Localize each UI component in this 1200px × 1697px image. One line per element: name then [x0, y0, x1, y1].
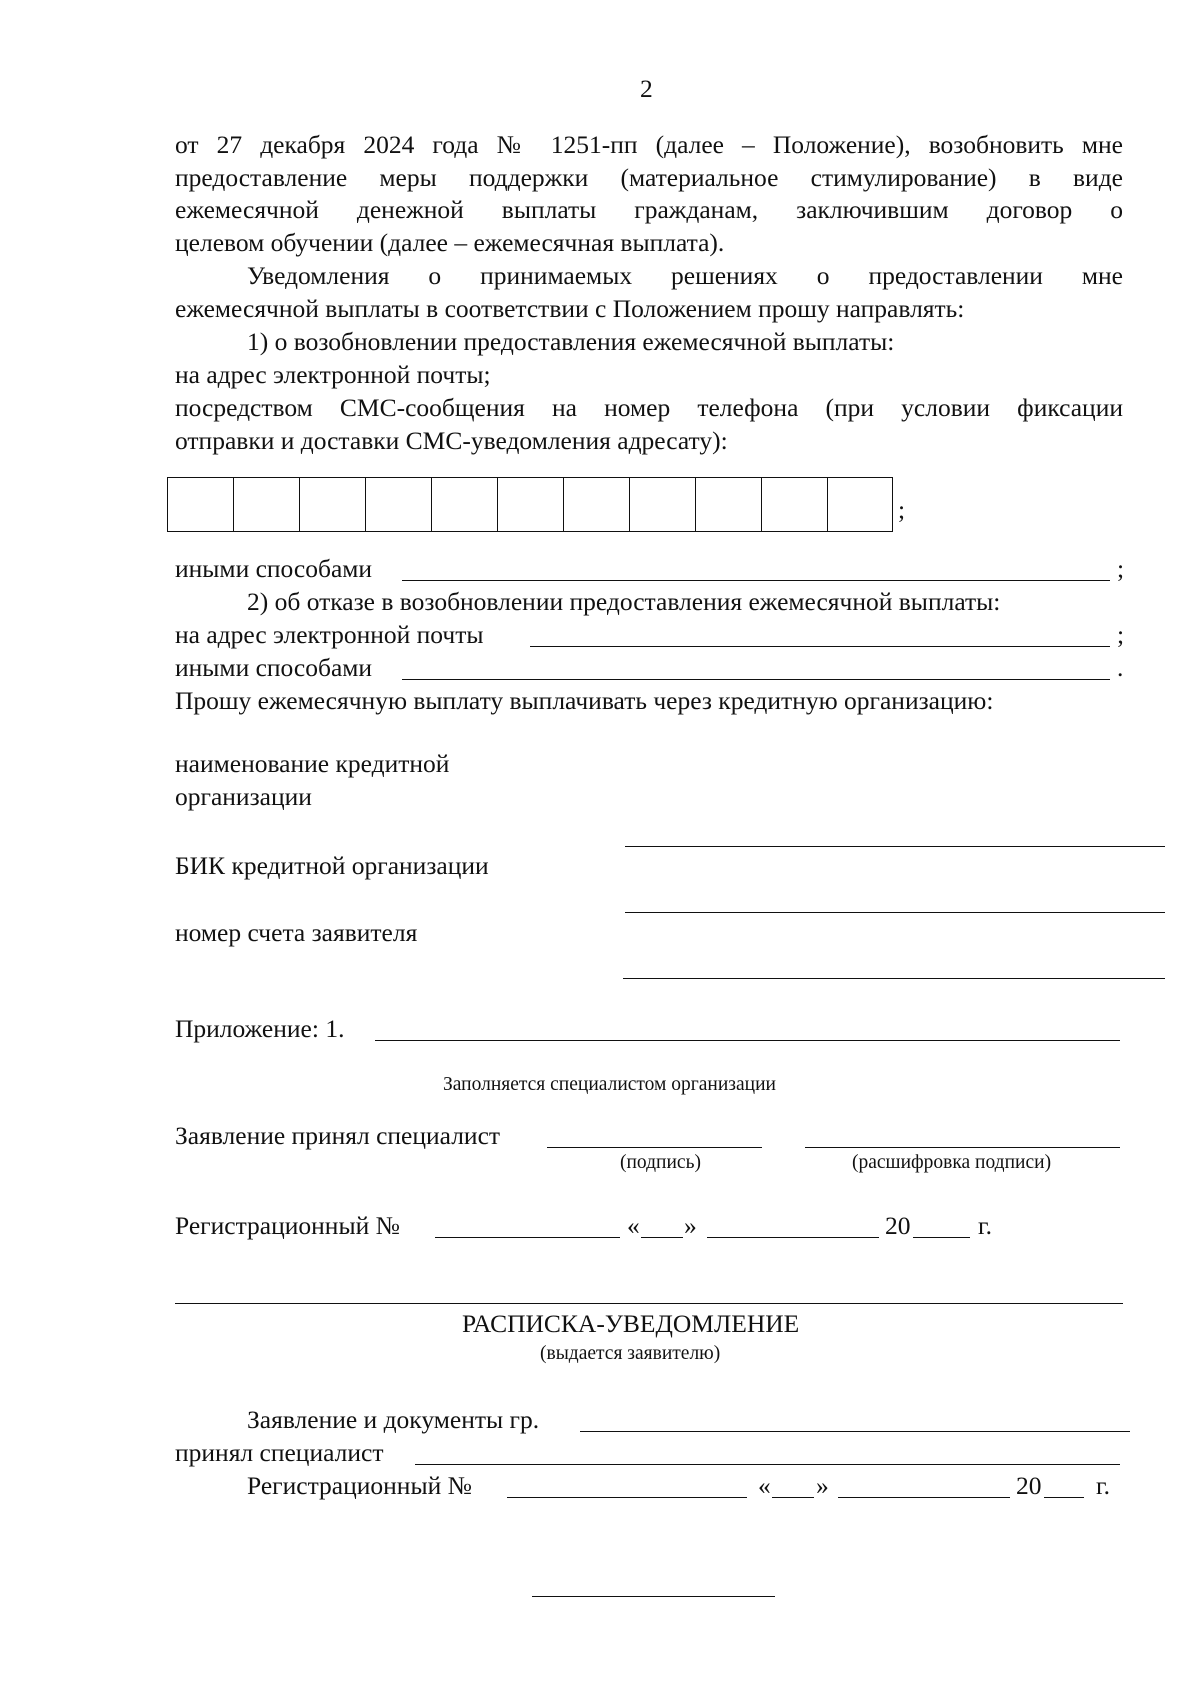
bank-name-label-1: наименование кредитной	[175, 749, 450, 778]
notify-line-2: ежемесячной выплаты в соответствии с Положением прошу направлять:	[175, 294, 965, 323]
closing-line	[532, 1596, 775, 1597]
sms-line-1: посредством СМС-сообщения на номер телефона (при условии фиксации	[175, 393, 1123, 422]
reg-month-field[interactable]	[707, 1237, 879, 1238]
quote-close: »	[684, 1211, 697, 1240]
reg-number-field[interactable]	[435, 1237, 620, 1238]
receipt-quote-close: »	[816, 1471, 829, 1500]
email-field-2[interactable]	[530, 646, 1110, 647]
accepted-by-label: Заявление принял специалист	[175, 1121, 501, 1150]
receipt-specialist-field[interactable]	[415, 1464, 1120, 1465]
payment-instruction: Прошу ежемесячную выплату выплачивать через кредитную организацию:	[175, 686, 994, 715]
quote-open: «	[627, 1211, 640, 1240]
reg-day-field[interactable]	[641, 1237, 683, 1238]
phone-cell-divider	[497, 478, 498, 531]
receipt-subtitle: (выдается заявителю)	[540, 1343, 721, 1364]
semicolon: ;	[1117, 620, 1125, 649]
receipt-year-prefix: 20	[1016, 1471, 1042, 1500]
reg-year-field[interactable]	[913, 1237, 970, 1238]
intro-line-1: от 27 декабря 2024 года № 1251-пп (далее – Положение), возобновить мне	[175, 130, 1123, 159]
intro-line-4: целевом обучении (далее – ежемесячная выплата).	[175, 228, 725, 257]
phone-cell-divider	[695, 478, 696, 531]
email-line: на адрес электронной почты;	[175, 360, 491, 389]
receipt-day-field[interactable]	[772, 1497, 814, 1498]
signature-decode-field[interactable]	[805, 1147, 1120, 1148]
period: .	[1117, 653, 1124, 682]
receipt-citizen-field[interactable]	[580, 1431, 1130, 1432]
year-prefix: 20	[885, 1211, 911, 1240]
phone-cell-divider	[761, 478, 762, 531]
phone-number-boxes[interactable]	[167, 477, 893, 532]
sms-line-2: отправки и доставки СМС-уведомления адресату):	[175, 426, 728, 455]
receipt-month-field[interactable]	[838, 1497, 1010, 1498]
receipt-docs-label: Заявление и документы гр.	[247, 1405, 540, 1434]
intro-line-2: предоставление меры поддержки (материальное стимулирование) в виде	[175, 163, 1123, 192]
receipt-year-suffix: г.	[1096, 1471, 1110, 1500]
account-field[interactable]	[623, 978, 1165, 979]
phone-cell-divider	[431, 478, 432, 531]
signature-caption: (подпись)	[620, 1152, 701, 1173]
receipt-title: РАСПИСКА-УВЕДОМЛЕНИЕ	[462, 1309, 800, 1338]
page-number: 2	[640, 74, 653, 103]
bik-label: БИК кредитной организации	[175, 851, 489, 880]
phone-cell-divider	[233, 478, 234, 531]
other-ways-field-2[interactable]	[402, 679, 1110, 680]
email-label-2: на адрес электронной почты	[175, 620, 484, 649]
attachment-field[interactable]	[375, 1040, 1120, 1041]
receipt-reg-number-field[interactable]	[507, 1497, 747, 1498]
bank-name-field[interactable]	[625, 846, 1165, 847]
receipt-quote-open: «	[758, 1471, 771, 1500]
phone-cell-divider	[299, 478, 300, 531]
attachment-label: Приложение: 1.	[175, 1014, 345, 1043]
item-1-heading: 1) о возобновлении предоставления ежемесячной выплаты:	[247, 327, 895, 356]
account-label: номер счета заявителя	[175, 918, 418, 947]
year-suffix: г.	[978, 1211, 992, 1240]
specialist-section-title: Заполняется специалистом организации	[443, 1074, 776, 1095]
phone-cell-divider	[365, 478, 366, 531]
receipt-accepted-label: принял специалист	[175, 1438, 384, 1467]
other-ways-field-1[interactable]	[402, 580, 1110, 581]
other-ways-label-2: иными способами	[175, 653, 373, 682]
phone-cell-divider	[827, 478, 828, 531]
phone-end-semicolon: ;	[898, 495, 906, 524]
semicolon: ;	[1117, 554, 1125, 583]
signature-decode-caption: (расшифровка подписи)	[852, 1152, 1052, 1173]
notify-line-1: Уведомления о принимаемых решениях о предоставлении мне	[247, 261, 1123, 290]
bank-name-label-2: организации	[175, 782, 312, 811]
other-ways-label-1: иными способами	[175, 554, 373, 583]
phone-cell-divider	[563, 478, 564, 531]
bik-field[interactable]	[625, 912, 1165, 913]
cut-line	[175, 1303, 1123, 1304]
signature-field[interactable]	[547, 1147, 762, 1148]
item-2-heading: 2) об отказе в возобновлении предоставления ежемесячной выплаты:	[247, 587, 1001, 616]
receipt-year-field[interactable]	[1044, 1497, 1084, 1498]
reg-label: Регистрационный №	[175, 1211, 400, 1240]
phone-cell-divider	[629, 478, 630, 531]
intro-line-3: ежемесячной денежной выплаты гражданам, заключившим договор о	[175, 195, 1123, 224]
receipt-reg-label: Регистрационный №	[247, 1471, 472, 1500]
